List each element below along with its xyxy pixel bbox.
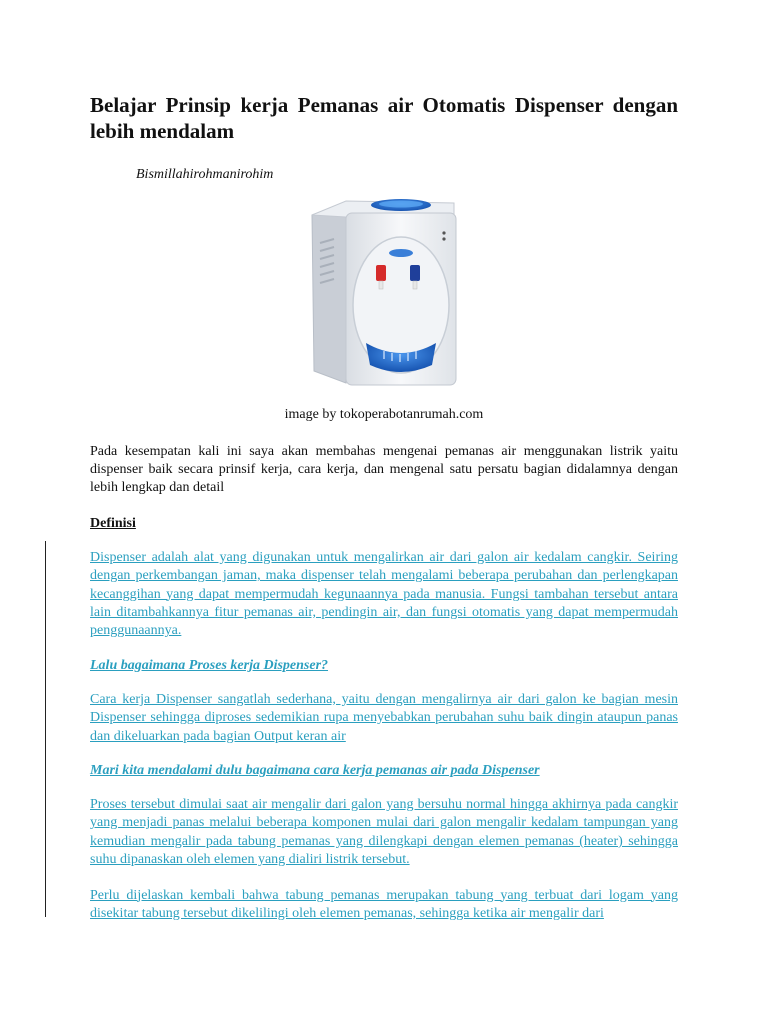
document-title: Belajar Prinsip kerja Pemanas air Otomatis Dispenser dengan lebih mendalam (90, 93, 678, 144)
intro-paragraph: Pada kesempatan kali ini saya akan membahas mengenai pemanas air menggunakan listrik yaitu dispenser baik secara prinsif kerja, cara kerja, dan mengenal satu persatu bagian didalamnya dengan lebih lengkap dan detail (90, 443, 678, 496)
dispenser-image (90, 193, 678, 393)
margin-change-bar (45, 541, 46, 917)
proses-link-paragraph[interactable]: Cara kerja Dispenser sangatlah sederhana, yaitu dengan mengalirnya air dari galon ke bagian mesin Dispenser sehingga diproses sedemikian rupa menyebabkan perubahan suhu baik dingin ataupun panas dan dikeluarkan pada bagian Output keran air (90, 691, 678, 744)
pemanas-link-paragraph[interactable]: Proses tersebut dimulai saat air mengalir dari galon yang bersuhu normal hingga akhirnya pada cangkir yang menjadi panas melalui beberapa komponen mulai dari galon mengalir kedalam tampungan yang kemudian mengalir pada tabung pemanas yang dilengkapi dengan elemen pemanas (heater) sehingga suhu dipanaskan oleh elemen yang dialiri listrik tersebut. (90, 796, 678, 868)
image-caption: image by tokoperabotanrumah.com (284, 406, 484, 422)
definisi-link-paragraph[interactable]: Dispenser adalah alat yang digunakan untuk mengalirkan air dari galon air kedalam cangkir. Seiring dengan perkembangan jaman, maka dispenser telah mengalami beberapa perubahan dan perlengkapan kecanggihan yang dapat mempermudah kegunaannya pada manusia. Fungsi tambahan tersebut antara lain ditambahkannya fitur pemanas air, pendingin air, dan fungsi otomatis yang dapat mempermudah penggunaannya. (90, 549, 678, 639)
bismillah-text: Bismillahirohmanirohim (136, 166, 274, 182)
definisi-heading: Definisi (90, 515, 136, 531)
proses-heading-link[interactable]: Lalu bagaimana Proses kerja Dispenser? (90, 657, 329, 673)
tabung-link-paragraph[interactable]: Perlu dijelaskan kembali bahwa tabung pemanas merupakan tabung yang terbuat dari logam yang disekitar tabung tersebut dikelilingi oleh elemen pemanas, sehingga ketika air mengalir dari (90, 887, 678, 921)
pemanas-heading-link[interactable]: Mari kita mendalami dulu bagaimana cara kerja pemanas air pada Dispenser (90, 762, 540, 778)
document-page (90, 92, 678, 923)
water-dispenser-illustration (304, 193, 464, 393)
